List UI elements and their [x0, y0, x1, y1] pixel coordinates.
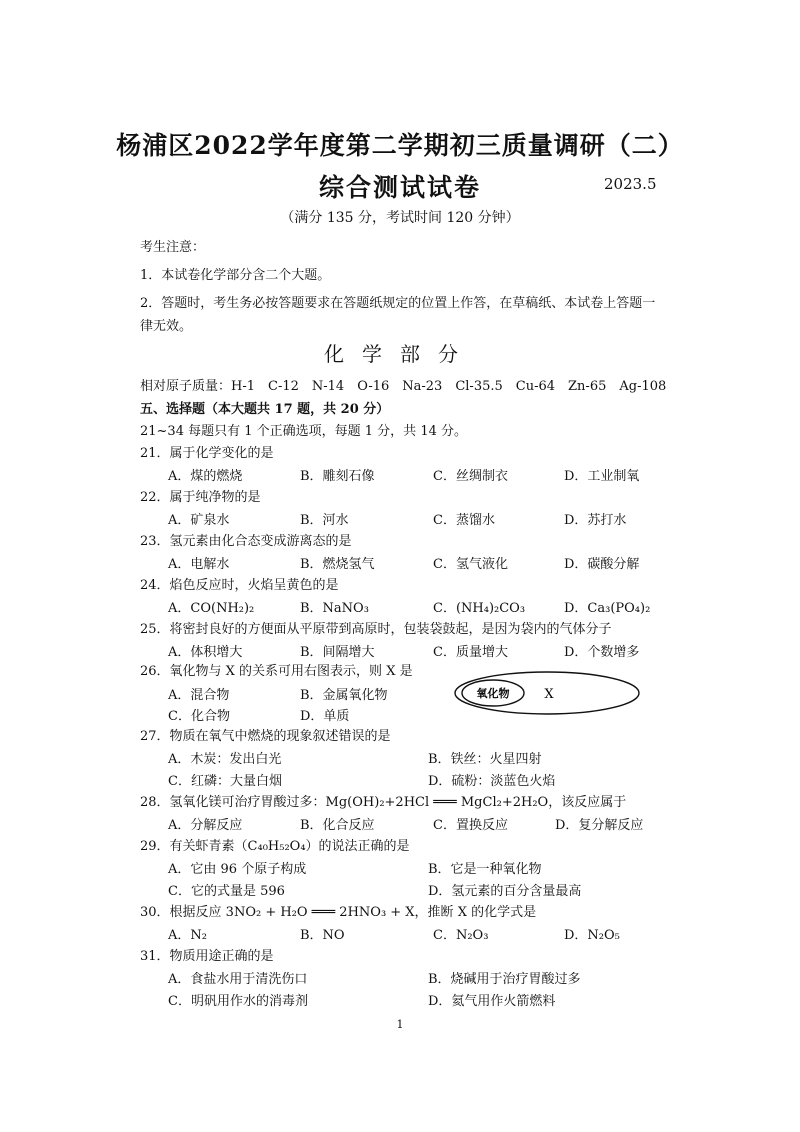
q29-option-a: A．它由 96 个原子构成: [168, 862, 307, 877]
q24-option-c: C．(NH₄)₂CO₃: [433, 601, 526, 616]
q26-option-a: A．混合物: [168, 688, 230, 703]
part5-instruction: 21~34 每题只有 1 个正确选项，每题 1 分，共 14 分。: [140, 424, 467, 439]
diagram-inner-label: 氧化物: [476, 687, 510, 700]
q24-option-a: A．CO(NH₂)₂: [168, 601, 255, 616]
q23-option-a: A．电解水: [168, 557, 230, 572]
q25-option-a: A．体积增大: [168, 645, 243, 660]
exam-subtitle: 综合测试试卷: [318, 173, 481, 202]
q23-option-b: B．燃烧氢气: [300, 557, 375, 572]
q22-option-a: A．矿泉水: [168, 513, 230, 528]
q21-option-d: D．工业制氧: [564, 469, 640, 484]
q29-option-c: C．它的式量是 596: [168, 884, 285, 899]
question-27: 27．物质在氧气中燃烧的现象叙述错误的是: [140, 729, 391, 744]
notice-heading: 考生注意：: [140, 240, 206, 255]
q28-option-d: D．复分解反应: [555, 818, 644, 833]
q28-option-b: B．化合反应: [300, 818, 375, 833]
q31-option-b: B．烧碱用于治疗胃酸过多: [428, 972, 581, 987]
q28-option-c: C．置换反应: [433, 818, 508, 833]
q31-option-a: A．食盐水用于清洗伤口: [168, 972, 308, 987]
question-23: 23．氢元素由化合态变成游离态的是: [140, 534, 352, 549]
section-title: 化学部分: [324, 342, 476, 366]
q25-option-b: B．间隔增大: [300, 645, 375, 660]
part5-heading: 五、选择题（本大题共 17 题，共 20 分）: [140, 402, 390, 417]
question-30: 30．根据反应 3NO₂ + H₂O ═══ 2HNO₃ + X，推断 X 的化学式是: [140, 905, 537, 920]
q30-option-c: C．N₂O₃: [433, 928, 489, 943]
q29-option-d: D．氢元素的百分含量最高: [428, 884, 582, 899]
notice-item-1: 1．本试卷化学部分含二个大题。: [140, 268, 331, 283]
q29-option-b: B．它是一种氧化物: [428, 862, 542, 877]
exam-date: 2023.5: [604, 175, 657, 193]
q25-option-c: C．质量增大: [433, 645, 508, 660]
q26-option-d: D．单质: [300, 709, 350, 724]
q24-option-d: D．Ca₃(PO₄)₂: [564, 601, 651, 616]
question-24: 24．焰色反应时，火焰呈黄色的是: [140, 578, 339, 593]
question-25: 25．将密封良好的方便面从平原带到高原时，包装袋鼓起，是因为袋内的气体分子: [140, 622, 612, 637]
q27-option-d: D．硫粉：淡蓝色火焰: [428, 774, 556, 789]
q22-option-c: C．蒸馏水: [433, 513, 495, 528]
notice-item-2-cont: 律无效。: [140, 319, 193, 334]
q24-option-b: B．NaNO₃: [300, 601, 369, 616]
oxide-relation-diagram: [453, 670, 641, 716]
q22-option-d: D．苏打水: [564, 513, 627, 528]
q28-option-a: A．分解反应: [168, 818, 243, 833]
exam-title: 杨浦区2022学年度第二学期初三质量调研（二）: [116, 131, 684, 160]
q27-option-c: C．红磷：大量白烟: [168, 774, 282, 789]
q30-option-a: A．N₂: [168, 928, 207, 943]
q21-option-a: A．煤的燃烧: [168, 469, 243, 484]
q23-option-c: C．氢气液化: [433, 557, 508, 572]
q25-option-d: D．个数增多: [564, 645, 640, 660]
question-28: 28．氢氧化镁可治疗胃酸过多：Mg(OH)₂+2HCl ═══ MgCl₂+2H₂O，该反应属于: [140, 795, 627, 810]
q21-option-b: B．雕刻石像: [300, 469, 375, 484]
notice-item-2: 2．答题时，考生务必按答题要求在答题纸规定的位置上作答，在草稿纸、本试卷上答题一: [140, 296, 656, 311]
q23-option-d: D．碳酸分解: [564, 557, 640, 572]
q27-option-a: A．木炭：发出白光: [168, 752, 282, 767]
q30-option-d: D．N₂O₅: [564, 928, 620, 943]
question-22: 22．属于纯净物的是: [140, 490, 261, 505]
q26-option-c: C．化合物: [168, 709, 230, 724]
question-26: 26．氧化物与 X 的关系可用右图表示，则 X 是: [140, 664, 413, 679]
q26-option-b: B．金属氧化物: [300, 688, 388, 703]
q31-option-c: C．明矾用作水的消毒剂: [168, 994, 308, 1009]
question-29: 29．有关虾青素（C₄₀H₅₂O₄）的说法正确的是: [140, 839, 410, 854]
q22-option-b: B．河水: [300, 513, 349, 528]
q30-option-b: B．NO: [300, 928, 345, 943]
page-number: 1: [396, 1018, 404, 1031]
q31-option-d: D．氦气用作火箭燃料: [428, 994, 556, 1009]
question-21: 21．属于化学变化的是: [140, 446, 274, 461]
question-31: 31．物质用途正确的是: [140, 949, 274, 964]
q27-option-b: B．铁丝：火星四射: [428, 752, 542, 767]
exam-info: （满分 135 分，考试时间 120 分钟）: [280, 210, 520, 226]
q21-option-c: C．丝绸制衣: [433, 469, 508, 484]
atomic-masses: 相对原子质量：H-1 C-12 N-14 O-16 Na-23 Cl-35.5 Cu-64 Zn-65 Ag-108: [140, 379, 667, 394]
diagram-outer-label: X: [544, 687, 554, 702]
